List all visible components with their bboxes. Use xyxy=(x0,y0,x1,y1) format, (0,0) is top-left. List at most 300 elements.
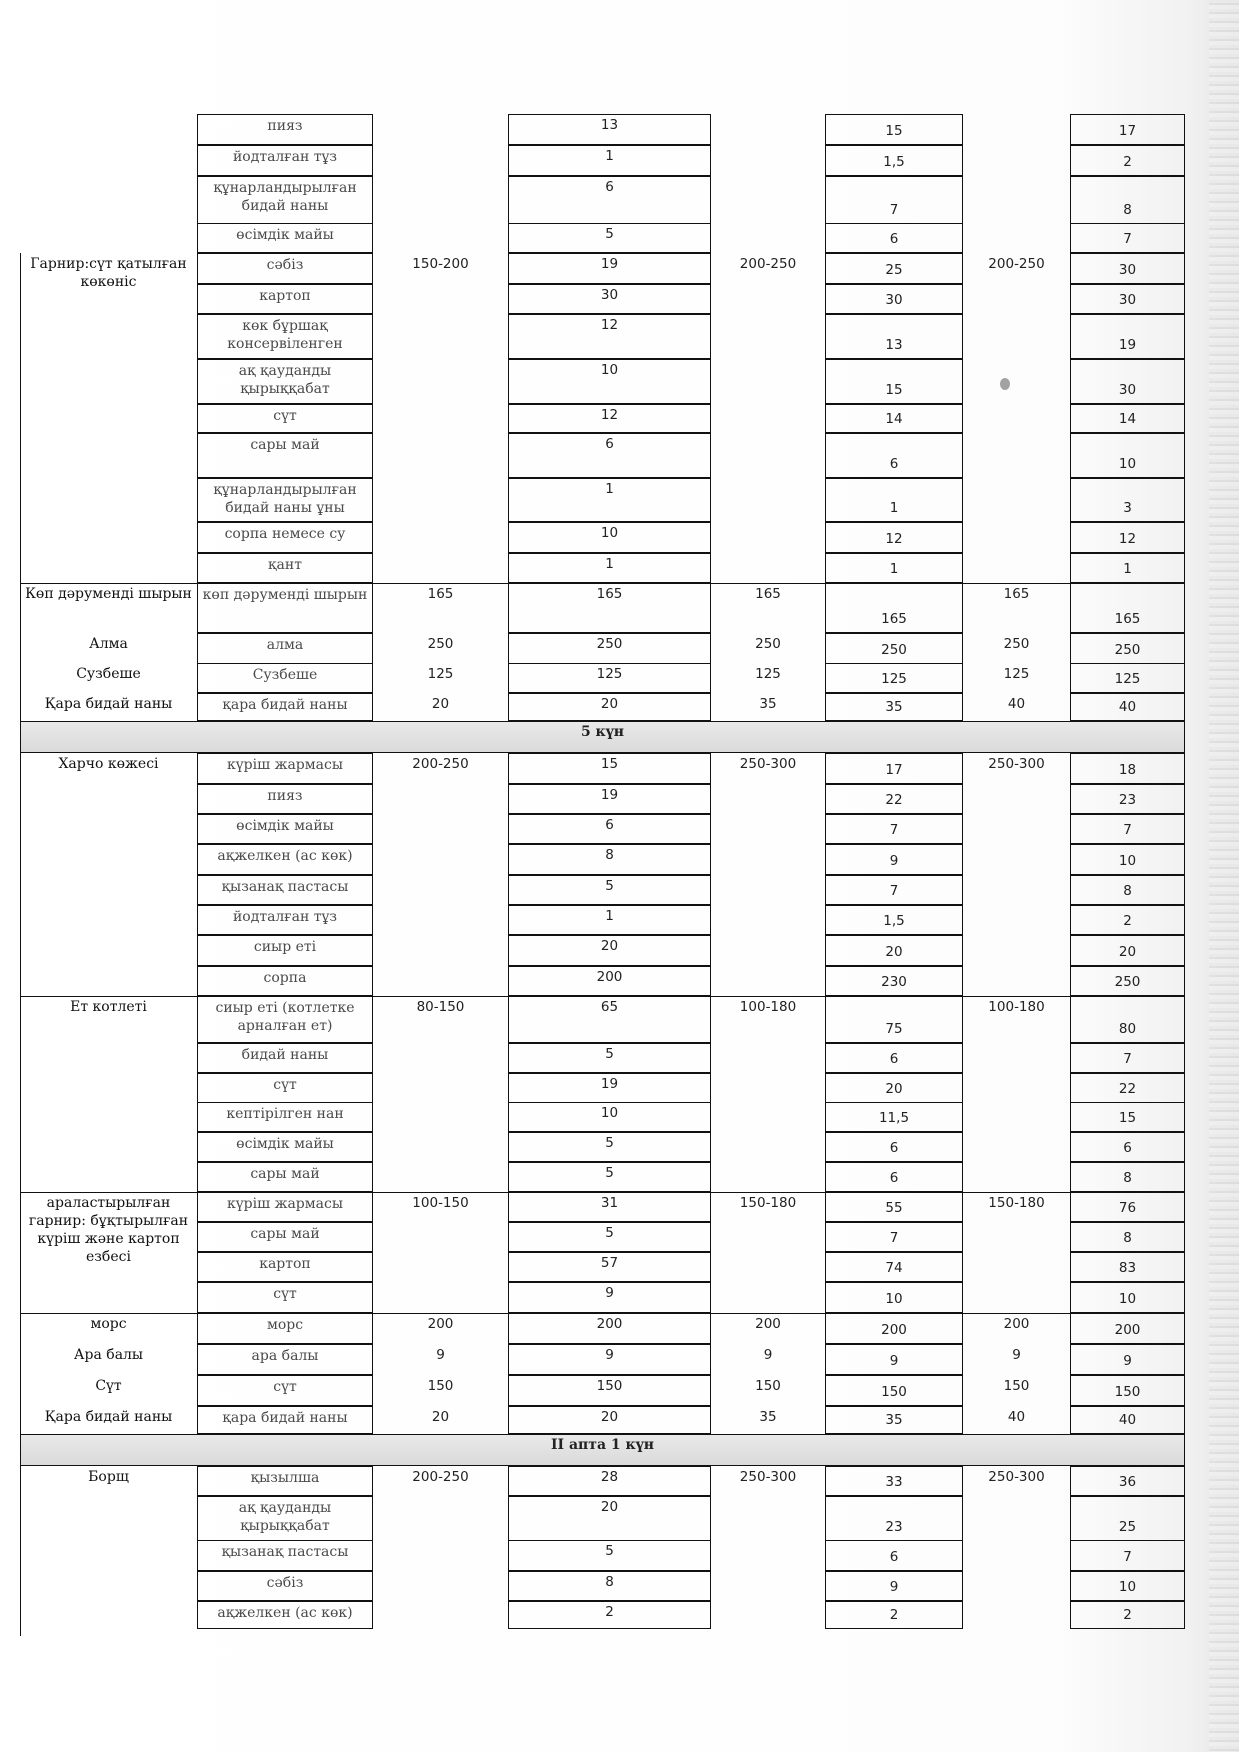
gram-value-2: 7 xyxy=(889,202,899,218)
gram-value-3-cell xyxy=(1070,1496,1185,1541)
gram-value-3-cell xyxy=(1070,633,1185,664)
gram-value-1-cell xyxy=(508,314,711,359)
gram-value-3-cell xyxy=(1070,1571,1185,1601)
gram-value-3: 8 xyxy=(1123,1170,1132,1186)
ingredient-name: картоп xyxy=(259,288,311,304)
gram-value-1-cell xyxy=(508,1540,711,1571)
gram-value-1: 6 xyxy=(605,817,614,833)
portion-2: 35 xyxy=(759,1409,777,1425)
gram-value-1-cell xyxy=(508,1102,711,1132)
gram-value-2-cell xyxy=(825,114,963,145)
gram-value-1-cell xyxy=(508,1192,711,1222)
gram-value-2: 74 xyxy=(885,1260,903,1276)
portion-1-cell xyxy=(373,1073,508,1103)
gram-value-2: 1 xyxy=(889,500,899,516)
gram-value-1-cell xyxy=(508,284,711,314)
table-row xyxy=(0,522,1239,553)
portion-3-cell xyxy=(963,1496,1070,1541)
portion-3-cell xyxy=(963,583,1070,633)
ingredient-name-cell xyxy=(197,1252,373,1282)
gram-value-1: 65 xyxy=(600,999,619,1015)
portion-1-cell xyxy=(373,1496,508,1541)
gram-value-1: 5 xyxy=(605,878,614,894)
portion-3-cell xyxy=(963,253,1070,284)
ingredient-name: пияз xyxy=(267,788,303,804)
gram-value-2-cell xyxy=(825,844,963,875)
gram-value-1-cell xyxy=(508,433,711,478)
portion-1-cell xyxy=(373,1406,508,1434)
portion-1-cell xyxy=(373,433,508,478)
ingredient-name-cell xyxy=(197,114,373,145)
ingredient-name: қызанақ пастасы xyxy=(221,879,349,895)
table-row xyxy=(0,875,1239,905)
portion-2-cell xyxy=(711,693,825,721)
gram-value-1: 1 xyxy=(605,556,614,572)
gram-value-2-cell xyxy=(825,433,963,478)
day-header-label: II апта 1 күн xyxy=(550,1437,655,1453)
portion-3-cell xyxy=(963,1406,1070,1434)
portion-2-cell xyxy=(711,359,825,404)
dish-name-cell xyxy=(20,1466,197,1496)
table-row xyxy=(0,814,1239,844)
gram-value-3: 2 xyxy=(1123,154,1132,170)
portion-3: 250 xyxy=(1003,636,1030,652)
table-border-line xyxy=(20,1313,1185,1314)
portion-1-cell xyxy=(373,404,508,433)
gram-value-1: 10 xyxy=(600,525,619,541)
gram-value-1: 20 xyxy=(600,1409,619,1425)
gram-value-3-cell xyxy=(1070,284,1185,314)
portion-1: 150 xyxy=(427,1378,454,1394)
portion-3: 125 xyxy=(1003,666,1030,682)
gram-value-1: 200 xyxy=(596,1316,623,1332)
gram-value-1: 20 xyxy=(600,696,619,712)
dish-name: Гарнир:сүт қатылған көкөніс xyxy=(30,256,187,290)
gram-value-3-cell xyxy=(1070,1375,1185,1406)
gram-value-2: 125 xyxy=(881,671,907,687)
portion-2-cell xyxy=(711,784,825,814)
ingredient-name: құнарландырылған бидай наны xyxy=(213,180,357,214)
table-border-line xyxy=(20,583,1185,584)
dish-name-cell xyxy=(20,1162,197,1192)
dish-name: Борщ xyxy=(88,1469,129,1485)
portion-2-cell xyxy=(711,875,825,905)
ingredient-name-cell xyxy=(197,1043,373,1073)
gram-value-2-cell xyxy=(825,176,963,224)
table-border-line xyxy=(20,1192,1185,1193)
dish-name-cell xyxy=(20,1406,197,1434)
gram-value-1: 20 xyxy=(600,1499,619,1515)
gram-value-3: 12 xyxy=(1118,531,1137,547)
portion-3-cell xyxy=(963,1282,1070,1313)
gram-value-1-cell xyxy=(508,1571,711,1601)
dish-name: Ара балы xyxy=(73,1347,144,1363)
gram-value-3: 80 xyxy=(1118,1021,1137,1037)
portion-2: 9 xyxy=(763,1347,773,1363)
portion-3: 40 xyxy=(1007,696,1026,712)
gram-value-3: 40 xyxy=(1118,1412,1137,1428)
gram-value-3: 2 xyxy=(1123,1607,1132,1623)
ingredient-name: ақ қауданды қырыққабат xyxy=(238,363,332,397)
table-row xyxy=(0,1601,1239,1629)
gram-value-3: 7 xyxy=(1123,822,1132,838)
gram-value-2: 55 xyxy=(885,1200,903,1216)
gram-value-3: 8 xyxy=(1123,202,1132,218)
dish-name: Харчо көжесі xyxy=(58,756,159,772)
gram-value-2-cell xyxy=(825,1073,963,1103)
portion-1-cell xyxy=(373,1466,508,1496)
gram-value-1-cell xyxy=(508,1496,711,1541)
gram-value-3-cell xyxy=(1070,1132,1185,1162)
ingredient-name-cell xyxy=(197,176,373,224)
portion-1-cell xyxy=(373,1192,508,1222)
gram-value-1: 1 xyxy=(605,908,614,924)
gram-value-2: 12 xyxy=(885,531,903,547)
portion-1-cell xyxy=(373,633,508,664)
portion-2: 35 xyxy=(759,696,777,712)
table-row xyxy=(0,1073,1239,1103)
ingredient-name: йодталған тұз xyxy=(232,909,338,925)
ingredient-name-cell xyxy=(197,478,373,522)
ingredient-name: ақ қауданды қырыққабат xyxy=(238,1500,332,1534)
dish-name-cell xyxy=(20,223,197,253)
portion-2: 250 xyxy=(755,636,781,652)
portion-1-cell xyxy=(373,966,508,996)
gram-value-1: 6 xyxy=(605,436,614,452)
portion-2-cell xyxy=(711,404,825,433)
gram-value-2-cell xyxy=(825,633,963,664)
table-row xyxy=(0,1252,1239,1282)
portion-3-cell xyxy=(963,1344,1070,1375)
gram-value-2-cell xyxy=(825,663,963,693)
table-row xyxy=(0,114,1239,145)
gram-value-3-cell xyxy=(1070,1073,1185,1103)
gram-value-2: 23 xyxy=(885,1519,903,1535)
ingredient-name: өсімдік майы xyxy=(236,227,334,243)
dish-name-cell xyxy=(20,935,197,966)
gram-value-2: 7 xyxy=(889,883,899,899)
portion-3-cell xyxy=(963,314,1070,359)
portion-1-cell xyxy=(373,1344,508,1375)
gram-value-3: 25 xyxy=(1118,1519,1137,1535)
gram-value-2-cell xyxy=(825,1043,963,1073)
dish-name-cell xyxy=(20,1313,197,1344)
gram-value-2: 20 xyxy=(885,1081,903,1097)
gram-value-2: 14 xyxy=(885,411,903,427)
portion-1-cell xyxy=(373,905,508,935)
portion-3-cell xyxy=(963,404,1070,433)
gram-value-1-cell xyxy=(508,253,711,284)
portion-3-cell xyxy=(963,433,1070,478)
gram-value-3-cell xyxy=(1070,935,1185,966)
portion-1: 200 xyxy=(427,1316,454,1332)
gram-value-1-cell xyxy=(508,633,711,664)
ingredient-name-cell xyxy=(197,693,373,721)
gram-value-3: 8 xyxy=(1123,1230,1132,1246)
portion-3-cell xyxy=(963,875,1070,905)
gram-value-3: 7 xyxy=(1123,1549,1132,1565)
ingredient-name: құнарландырылған бидай наны ұны xyxy=(213,482,357,516)
gram-value-2-cell xyxy=(825,1571,963,1601)
gram-value-3: 15 xyxy=(1118,1110,1137,1126)
dish-name: Қара бидай наны xyxy=(44,696,173,712)
ingredient-name: сүт xyxy=(273,1379,297,1395)
gram-value-1-cell xyxy=(508,875,711,905)
portion-3-cell xyxy=(963,1192,1070,1222)
gram-value-2-cell xyxy=(825,1375,963,1406)
gram-value-2-cell xyxy=(825,1282,963,1313)
ingredient-name-cell xyxy=(197,284,373,314)
dish-name-cell xyxy=(20,284,197,314)
table-border-line xyxy=(20,996,1185,997)
gram-value-1-cell xyxy=(508,1282,711,1313)
gram-value-3-cell xyxy=(1070,844,1185,875)
day-header-label: 5 күн xyxy=(580,724,625,740)
ingredient-name-cell xyxy=(197,875,373,905)
portion-3-cell xyxy=(963,1043,1070,1073)
portion-2-cell xyxy=(711,1466,825,1496)
gram-value-1: 10 xyxy=(600,1105,619,1121)
dish-name-cell xyxy=(20,1282,197,1313)
dish-name: Көп дәрумендi шырын xyxy=(25,586,192,602)
portion-1: 150-200 xyxy=(412,256,469,272)
gram-value-3-cell xyxy=(1070,905,1185,935)
gram-value-1: 5 xyxy=(605,1135,614,1151)
dish-name: Қара бидай наны xyxy=(44,1409,173,1425)
portion-2-cell xyxy=(711,114,825,145)
gram-value-2: 1,5 xyxy=(883,154,905,170)
table-row xyxy=(0,905,1239,935)
gram-value-2: 9 xyxy=(889,1579,899,1595)
ingredient-name: күріш жармасы xyxy=(227,757,343,773)
gram-value-2-cell xyxy=(825,905,963,935)
dish-name-cell xyxy=(20,404,197,433)
gram-value-1: 5 xyxy=(605,1225,614,1241)
dish-name: морс xyxy=(90,1316,127,1332)
gram-value-2: 6 xyxy=(889,1140,899,1156)
portion-1-cell xyxy=(373,1375,508,1406)
gram-value-3: 30 xyxy=(1118,382,1137,398)
ingredient-name-cell xyxy=(197,145,373,176)
gram-value-3: 10 xyxy=(1118,1291,1137,1307)
gram-value-2: 75 xyxy=(885,1021,903,1037)
gram-value-1-cell xyxy=(508,1406,711,1434)
portion-1-cell xyxy=(373,875,508,905)
gram-value-3-cell xyxy=(1070,478,1185,522)
gram-value-1: 250 xyxy=(596,636,623,652)
gram-value-3-cell xyxy=(1070,1282,1185,1313)
portion-2-cell xyxy=(711,253,825,284)
portion-3-cell xyxy=(963,1601,1070,1629)
table-border-line xyxy=(20,1466,21,1636)
portion-2-cell xyxy=(711,935,825,966)
dish-name-cell xyxy=(20,253,197,290)
gram-value-3: 9 xyxy=(1123,1353,1132,1369)
gram-value-3-cell xyxy=(1070,433,1185,478)
ingredient-name-cell xyxy=(197,223,373,253)
gram-value-1: 15 xyxy=(600,756,619,772)
gram-value-1: 8 xyxy=(605,1574,614,1590)
portion-1-cell xyxy=(373,996,508,1043)
gram-value-3-cell xyxy=(1070,1466,1185,1496)
gram-value-3-cell xyxy=(1070,145,1185,176)
portion-2-cell xyxy=(711,1132,825,1162)
table-row xyxy=(0,1571,1239,1601)
gram-value-3-cell xyxy=(1070,1601,1185,1629)
gram-value-3: 83 xyxy=(1118,1260,1137,1276)
dish-name-cell xyxy=(20,966,197,996)
dish-name-cell xyxy=(20,663,197,693)
portion-2-cell xyxy=(711,844,825,875)
gram-value-2-cell xyxy=(825,784,963,814)
portion-2-cell xyxy=(711,314,825,359)
table-row xyxy=(0,1375,1239,1406)
gram-value-1: 1 xyxy=(605,148,614,164)
ingredient-name: Сузбеше xyxy=(252,667,318,683)
ingredient-name: өсімдік майы xyxy=(236,818,334,834)
gram-value-2-cell xyxy=(825,314,963,359)
dish-name-cell xyxy=(20,784,197,814)
portion-2-cell xyxy=(711,1344,825,1375)
table-row xyxy=(0,553,1239,583)
portion-2: 165 xyxy=(755,586,781,602)
ingredient-name: кептірілген нан xyxy=(226,1106,344,1122)
ingredient-name: сүт xyxy=(273,1286,297,1302)
table-row xyxy=(0,753,1239,784)
portion-1-cell xyxy=(373,663,508,693)
gram-value-1: 12 xyxy=(600,407,619,423)
dish-name-cell xyxy=(20,844,197,875)
portion-3-cell xyxy=(963,935,1070,966)
portion-1-cell xyxy=(373,814,508,844)
portion-1-cell xyxy=(373,844,508,875)
table-row xyxy=(0,844,1239,875)
dish-name-cell xyxy=(20,1252,197,1282)
portion-1: 9 xyxy=(436,1347,445,1363)
gram-value-1: 20 xyxy=(600,938,619,954)
ingredient-name: ара балы xyxy=(251,1348,319,1364)
gram-value-3-cell xyxy=(1070,814,1185,844)
portion-1-cell xyxy=(373,223,508,253)
ingredient-name-cell xyxy=(197,1282,373,1313)
ingredient-name-cell xyxy=(197,1222,373,1252)
ingredient-name-cell xyxy=(197,314,373,359)
gram-value-1-cell xyxy=(508,1073,711,1103)
gram-value-3-cell xyxy=(1070,1344,1185,1375)
ingredient-name: қызылша xyxy=(250,1470,320,1486)
ingredient-name-cell xyxy=(197,784,373,814)
gram-value-1-cell xyxy=(508,1162,711,1192)
gram-value-2-cell xyxy=(825,145,963,176)
gram-value-1-cell xyxy=(508,996,711,1043)
portion-3-cell xyxy=(963,553,1070,583)
ingredient-name-cell xyxy=(197,1540,373,1571)
portion-3: 150-180 xyxy=(988,1195,1045,1211)
gram-value-3: 40 xyxy=(1118,699,1137,715)
portion-2-cell xyxy=(711,663,825,693)
table-row xyxy=(0,314,1239,359)
gram-value-2: 7 xyxy=(889,822,899,838)
gram-value-1-cell xyxy=(508,753,711,784)
dish-name-cell xyxy=(20,478,197,522)
gram-value-3: 30 xyxy=(1118,262,1137,278)
ingredient-name: бидай наны xyxy=(241,1047,329,1063)
gram-value-1-cell xyxy=(508,1313,711,1344)
portion-2-cell xyxy=(711,1192,825,1222)
table-row xyxy=(0,1282,1239,1313)
gram-value-1: 12 xyxy=(600,317,619,333)
ingredient-name: пияз xyxy=(267,118,303,134)
ingredient-name-cell xyxy=(197,1375,373,1406)
portion-1: 200-250 xyxy=(412,756,469,772)
scan-speck xyxy=(1000,378,1010,390)
ingredient-name: өсімдік майы xyxy=(236,1136,334,1152)
ingredient-name-cell xyxy=(197,553,373,583)
portion-1-cell xyxy=(373,1540,508,1571)
portion-2-cell xyxy=(711,522,825,553)
gram-value-1: 2 xyxy=(605,1604,614,1620)
gram-value-2-cell xyxy=(825,223,963,253)
portion-3-cell xyxy=(963,114,1070,145)
gram-value-1: 6 xyxy=(605,179,614,195)
ingredient-name-cell xyxy=(197,814,373,844)
portion-3: 200 xyxy=(1003,1316,1030,1332)
dish-name-cell xyxy=(20,1073,197,1103)
portion-2-cell xyxy=(711,1162,825,1192)
portion-1-cell xyxy=(373,583,508,633)
gram-value-2: 6 xyxy=(889,456,899,472)
portion-2-cell xyxy=(711,1043,825,1073)
gram-value-1: 31 xyxy=(600,1195,619,1211)
portion-3: 100-180 xyxy=(988,999,1045,1015)
portion-2-cell xyxy=(711,553,825,583)
gram-value-2-cell xyxy=(825,522,963,553)
ingredient-name: сорпа немесе су xyxy=(224,526,346,542)
dish-name-cell xyxy=(20,905,197,935)
dish-name-cell xyxy=(20,1132,197,1162)
portion-2-cell xyxy=(711,223,825,253)
portion-3-cell xyxy=(963,1162,1070,1192)
portion-2-cell xyxy=(711,176,825,224)
portion-2-cell xyxy=(711,1540,825,1571)
ingredient-name: көп дәрумендi шырын xyxy=(202,587,368,603)
portion-1-cell xyxy=(373,1601,508,1629)
portion-3-cell xyxy=(963,176,1070,224)
gram-value-3: 18 xyxy=(1118,762,1137,778)
portion-1: 100-150 xyxy=(412,1195,469,1211)
portion-1-cell xyxy=(373,1132,508,1162)
table-row xyxy=(0,1313,1239,1344)
gram-value-3: 200 xyxy=(1114,1322,1141,1338)
gram-value-2-cell xyxy=(825,253,963,284)
gram-value-3: 7 xyxy=(1123,1051,1132,1067)
portion-2-cell xyxy=(711,1102,825,1132)
gram-value-3-cell xyxy=(1070,1406,1185,1434)
portion-2-cell xyxy=(711,905,825,935)
gram-value-1: 19 xyxy=(600,256,619,272)
portion-3-cell xyxy=(963,1132,1070,1162)
table-row xyxy=(0,284,1239,314)
ingredient-name: қант xyxy=(268,557,302,573)
gram-value-3-cell xyxy=(1070,522,1185,553)
gram-value-3-cell xyxy=(1070,583,1185,633)
portion-1-cell xyxy=(373,753,508,784)
gram-value-2-cell xyxy=(825,935,963,966)
gram-value-3: 2 xyxy=(1123,913,1132,929)
gram-value-1-cell xyxy=(508,663,711,693)
gram-value-1: 10 xyxy=(600,362,619,378)
portion-3: 165 xyxy=(1003,586,1030,602)
